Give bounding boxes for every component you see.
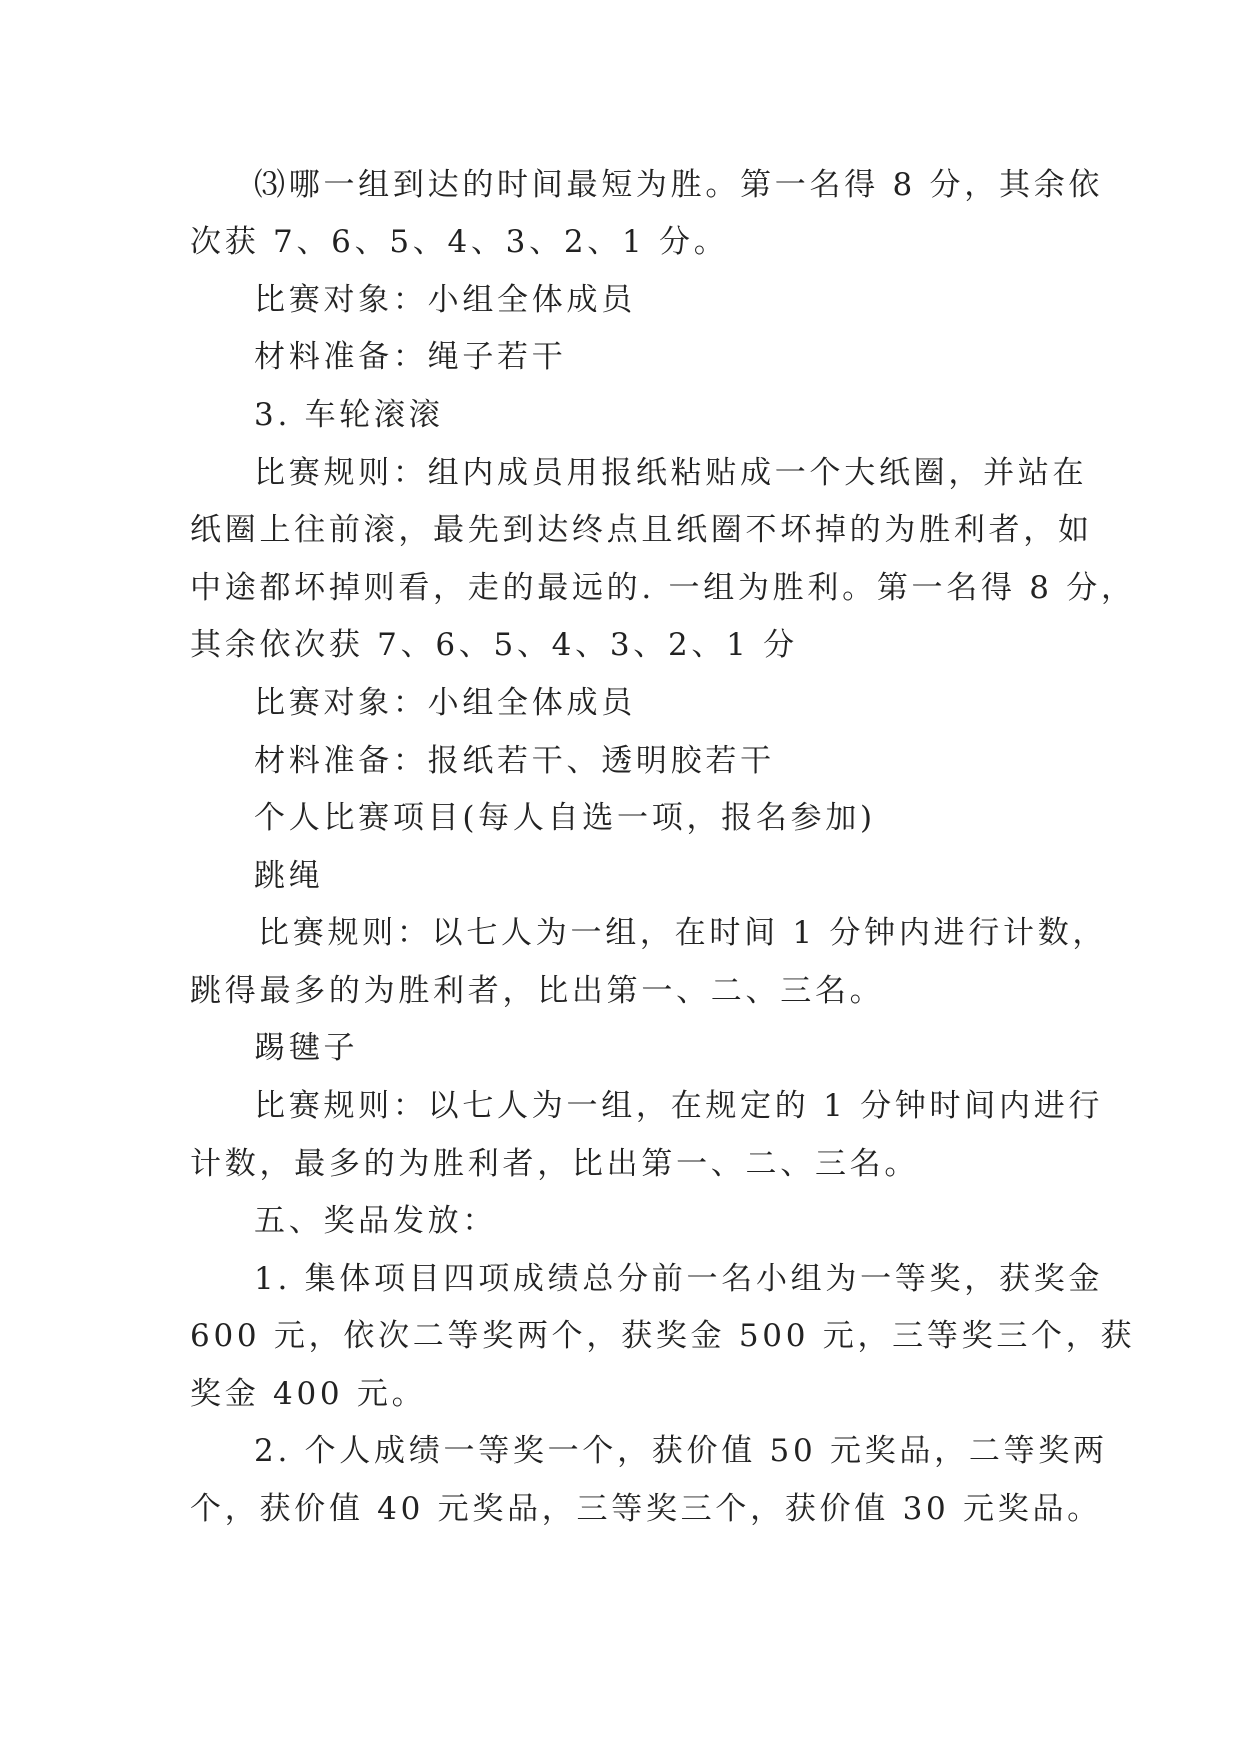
paragraph-line: 中途都坏掉则看，走的最远的. 一组为胜利。第一名得 8 分，	[190, 570, 1136, 606]
paragraph-line: 奖金 400 元。	[190, 1376, 427, 1412]
section-heading: 踢毽子	[254, 1030, 359, 1066]
paragraph-line: 其余依次获 7、6、5、4、3、2、1 分	[190, 627, 798, 663]
paragraph-line: 600 元，依次二等奖两个，获奖金 500 元，三等奖三个，获	[190, 1318, 1136, 1354]
paragraph-line: 比赛对象：小组全体成员	[254, 685, 636, 721]
paragraph-line: 个，获价值 40 元奖品，三等奖三个，获价值 30 元奖品。	[190, 1491, 1102, 1527]
paragraph-line: 材料准备：报纸若干、透明胶若干	[254, 743, 775, 779]
paragraph-line: 比赛对象：小组全体成员	[254, 282, 636, 318]
paragraph-line: 跳得最多的为胜利者，比出第一、二、三名。	[190, 973, 885, 1009]
paragraph-line: 2. 个人成绩一等奖一个，获价值 50 元奖品，二等奖两	[254, 1433, 1108, 1469]
paragraph-line: ⑶哪一组到达的时间最短为胜。第一名得 8 分，其余依	[254, 167, 1104, 203]
paragraph-line: 材料准备：绳子若干	[254, 339, 567, 375]
paragraph-line: 计数，最多的为胜利者，比出第一、二、三名。	[190, 1146, 920, 1182]
section-heading: 个人比赛项目(每人自选一项，报名参加)	[254, 800, 876, 836]
paragraph-line: 比赛规则：以七人为一组，在规定的 1 分钟时间内进行	[254, 1088, 1104, 1124]
paragraph-line: 次获 7、6、5、4、3、2、1 分。	[190, 224, 729, 260]
paragraph-line: 纸圈上往前滚，最先到达终点且纸圈不坏掉的为胜利者，如	[190, 512, 1093, 548]
section-heading: 五、奖品发放：	[254, 1203, 498, 1239]
section-heading: 3. 车轮滚滚	[254, 397, 444, 433]
paragraph-line: 比赛规则：以七人为一组，在时间 1 分钟内进行计数，	[258, 915, 1108, 951]
paragraph-line: 比赛规则：组内成员用报纸粘贴成一个大纸圈，并站在	[254, 455, 1088, 491]
paragraph-line: 1. 集体项目四项成绩总分前一名小组为一等奖，获奖金	[254, 1261, 1104, 1297]
section-heading: 跳绳	[254, 858, 324, 894]
